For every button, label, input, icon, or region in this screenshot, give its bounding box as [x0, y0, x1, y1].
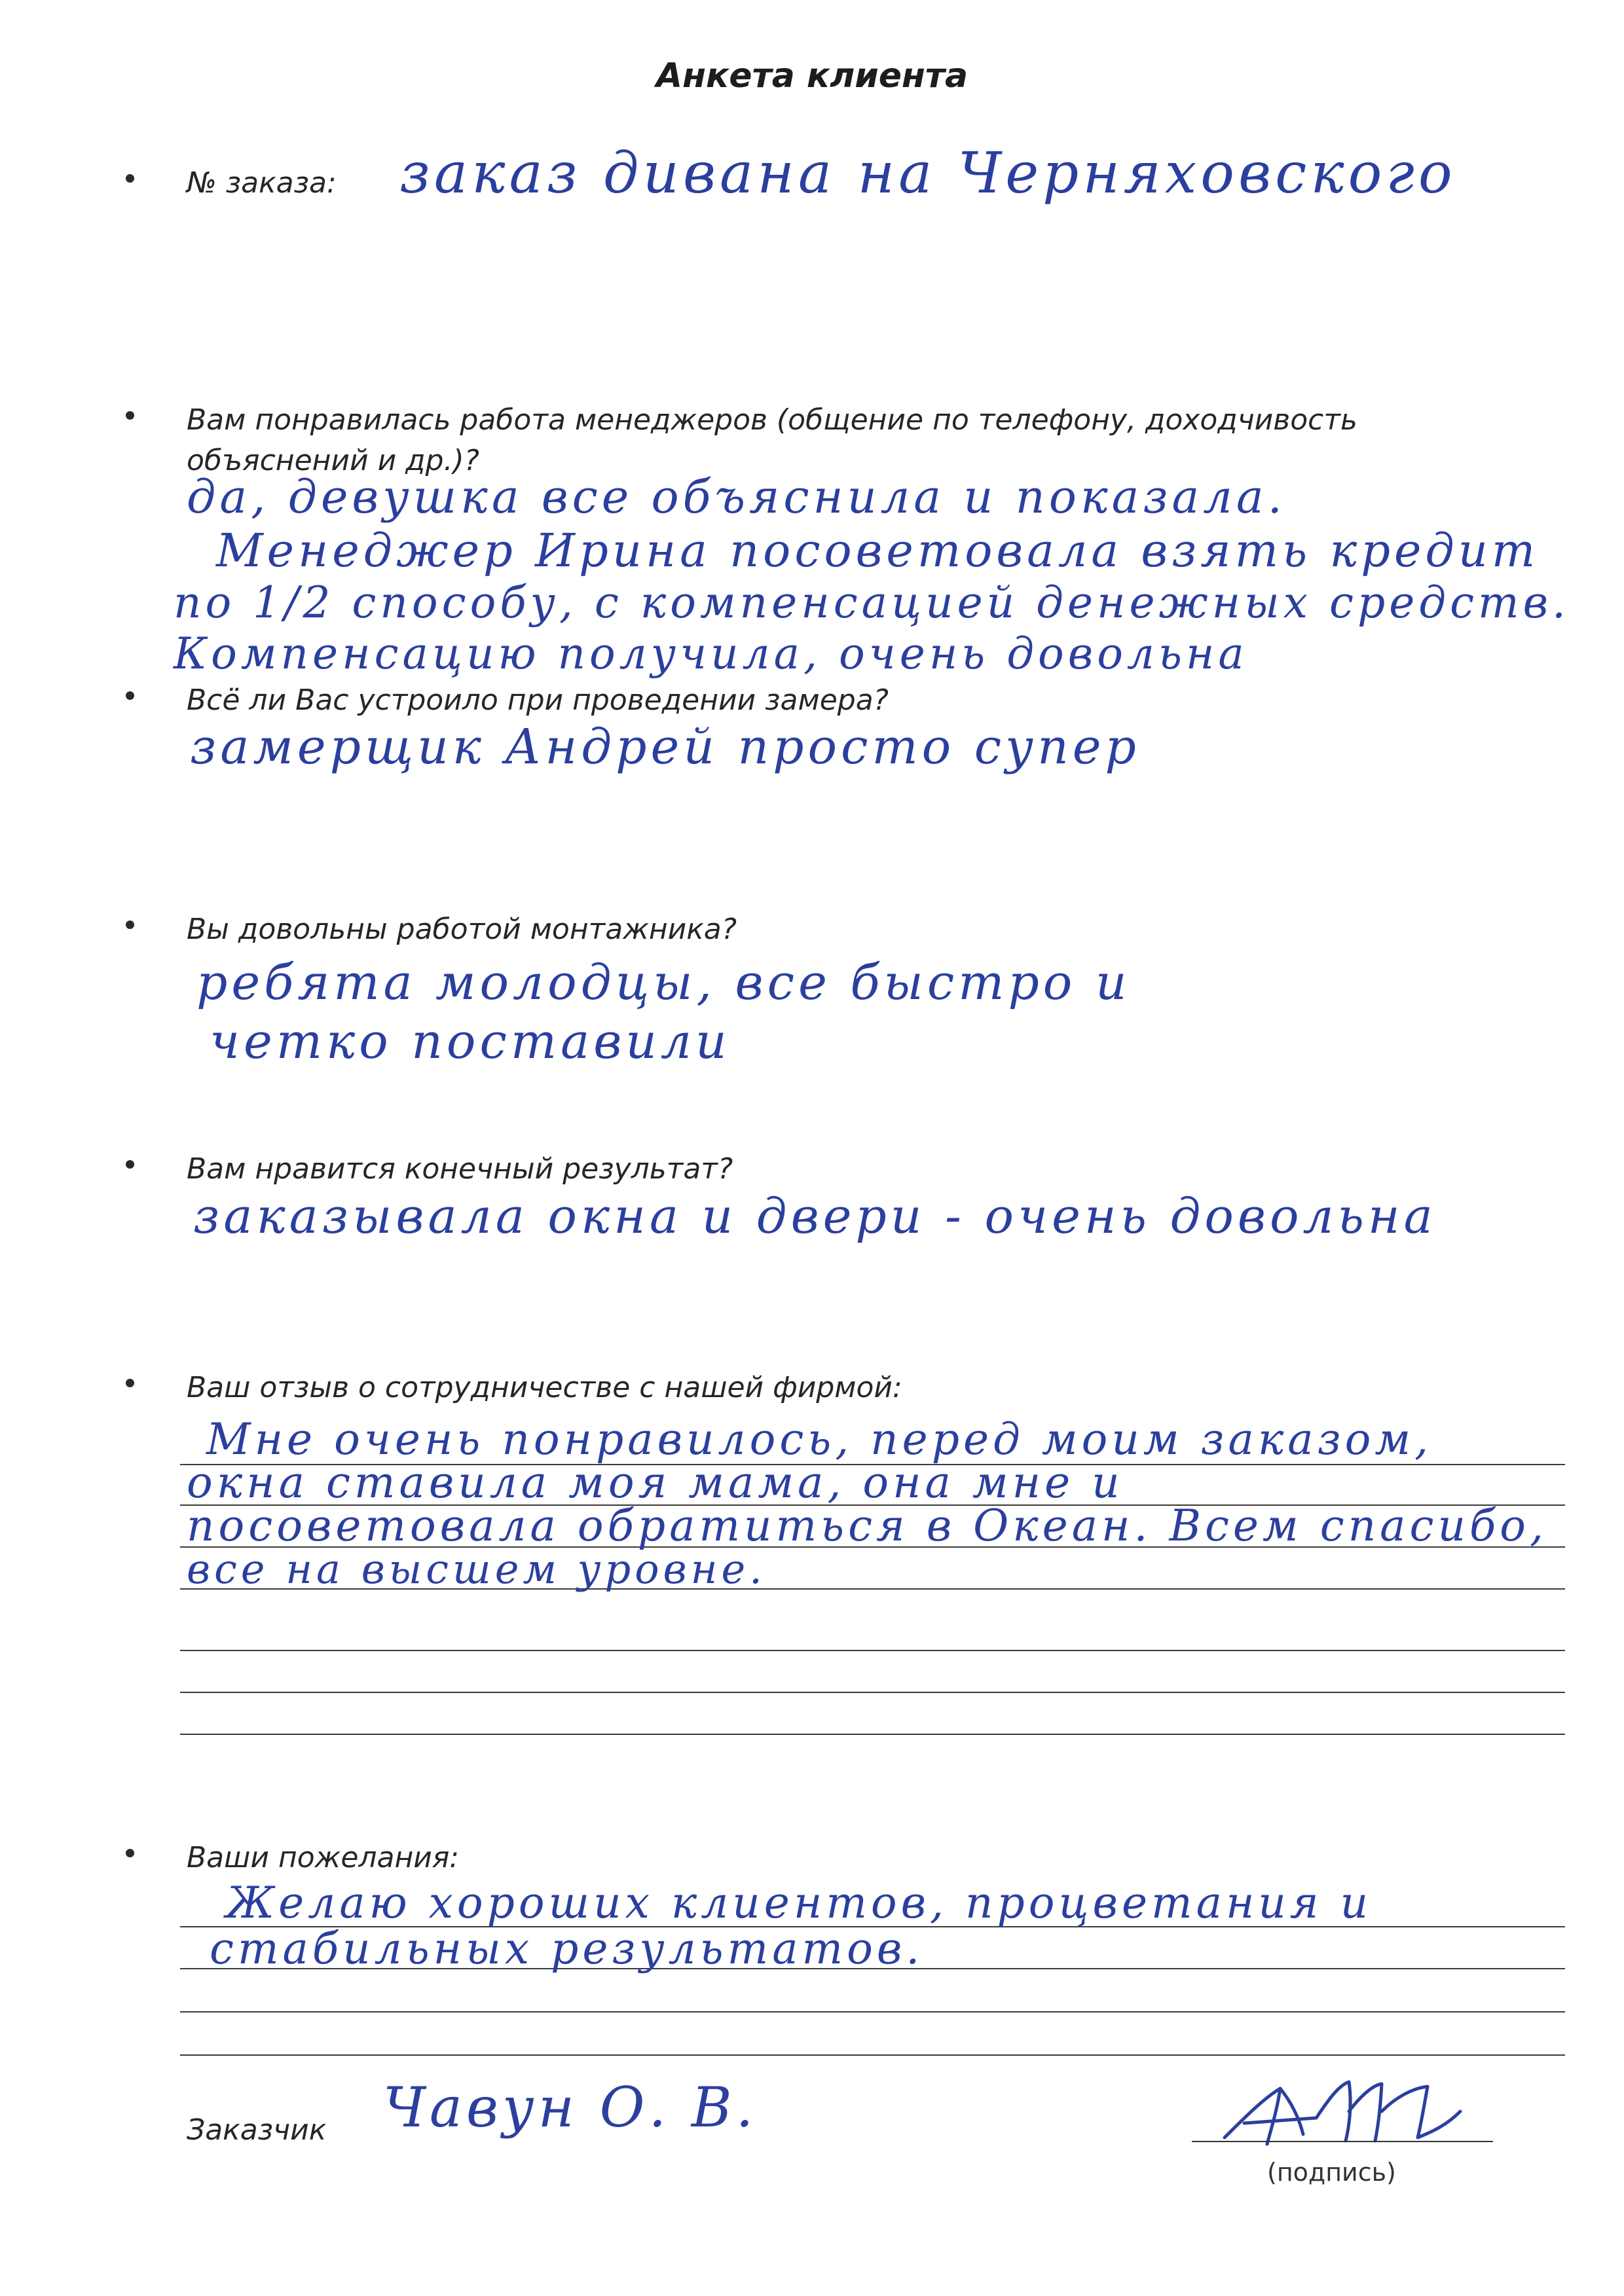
- signature-line: [1192, 2141, 1493, 2142]
- form-title: Анкета клиента: [655, 56, 969, 96]
- answer-feedback-line-2: окна ставила моя мама, она мне и: [187, 1457, 1124, 1508]
- question-order-number: № заказа:: [131, 162, 337, 204]
- answer-line: [180, 1692, 1565, 1693]
- question-managers: Вам понравилась работа менеджеров (общение по телефону, доходчивость: [131, 399, 1357, 441]
- question-managers-continued: объяснений и др.)?: [187, 444, 480, 477]
- signature-caption: (подпись): [1267, 2158, 1396, 2187]
- bullet-icon: [126, 1160, 134, 1169]
- question-feedback: Ваш отзыв о сотрудничестве с нашей фирмой:: [131, 1367, 902, 1409]
- answer-result: заказывала окна и двери - очень довольна: [193, 1188, 1437, 1245]
- answer-measurement: замерщик Андрей просто супер: [190, 719, 1140, 775]
- bullet-icon: [126, 691, 134, 700]
- question-wishes: Ваши пожелания:: [131, 1837, 459, 1879]
- answer-installer-line-1: ребята молодцы, все быстро и: [196, 955, 1131, 1011]
- answer-managers-line-2: Менеджер Ирина посоветовала взять кредит: [216, 524, 1540, 577]
- answer-line: [180, 2054, 1565, 2056]
- bullet-icon: [126, 411, 134, 420]
- customer-name: Чавун О. В.: [383, 2075, 758, 2140]
- bullet-icon: [126, 920, 134, 929]
- question-measurement: Всё ли Вас устроило при проведении замера?: [131, 680, 889, 721]
- question-installer: Вы довольны работой монтажника?: [131, 909, 737, 951]
- signature-mark: [1218, 2072, 1473, 2151]
- answer-installer-line-2: четко поставили: [210, 1013, 731, 1070]
- answer-managers-line-3: по 1/2 способу, с компенсацией денежных средств.: [174, 577, 1570, 628]
- answer-feedback-line-1: Мне очень понравилось, перед моим заказом,: [206, 1414, 1433, 1465]
- answer-line: [180, 2011, 1565, 2013]
- answer-line: [180, 1650, 1565, 1651]
- bullet-icon: [126, 174, 134, 183]
- answer-wishes-line-1: Желаю хороших клиентов, процветания и: [226, 1878, 1373, 1928]
- answer-line: [180, 1734, 1565, 1735]
- answer-order-number: заказ дивана на Черняховского: [399, 141, 1456, 206]
- answer-managers-line-1: да, девушка все объяснила и показала.: [187, 470, 1286, 524]
- answer-wishes-line-2: стабильных результатов.: [210, 1923, 924, 1974]
- bullet-icon: [126, 1379, 134, 1387]
- bullet-icon: [126, 1849, 134, 1857]
- answer-managers-line-4: Компенсацию получила, очень довольна: [174, 629, 1248, 679]
- question-result: Вам нравится конечный результат?: [131, 1148, 733, 1190]
- customer-label: Заказчик: [187, 2113, 327, 2147]
- answer-feedback-line-4: все на высшем уровне.: [187, 1545, 766, 1593]
- answer-feedback-line-3: посоветовала обратиться в Океан. Всем спасибо,: [187, 1501, 1547, 1551]
